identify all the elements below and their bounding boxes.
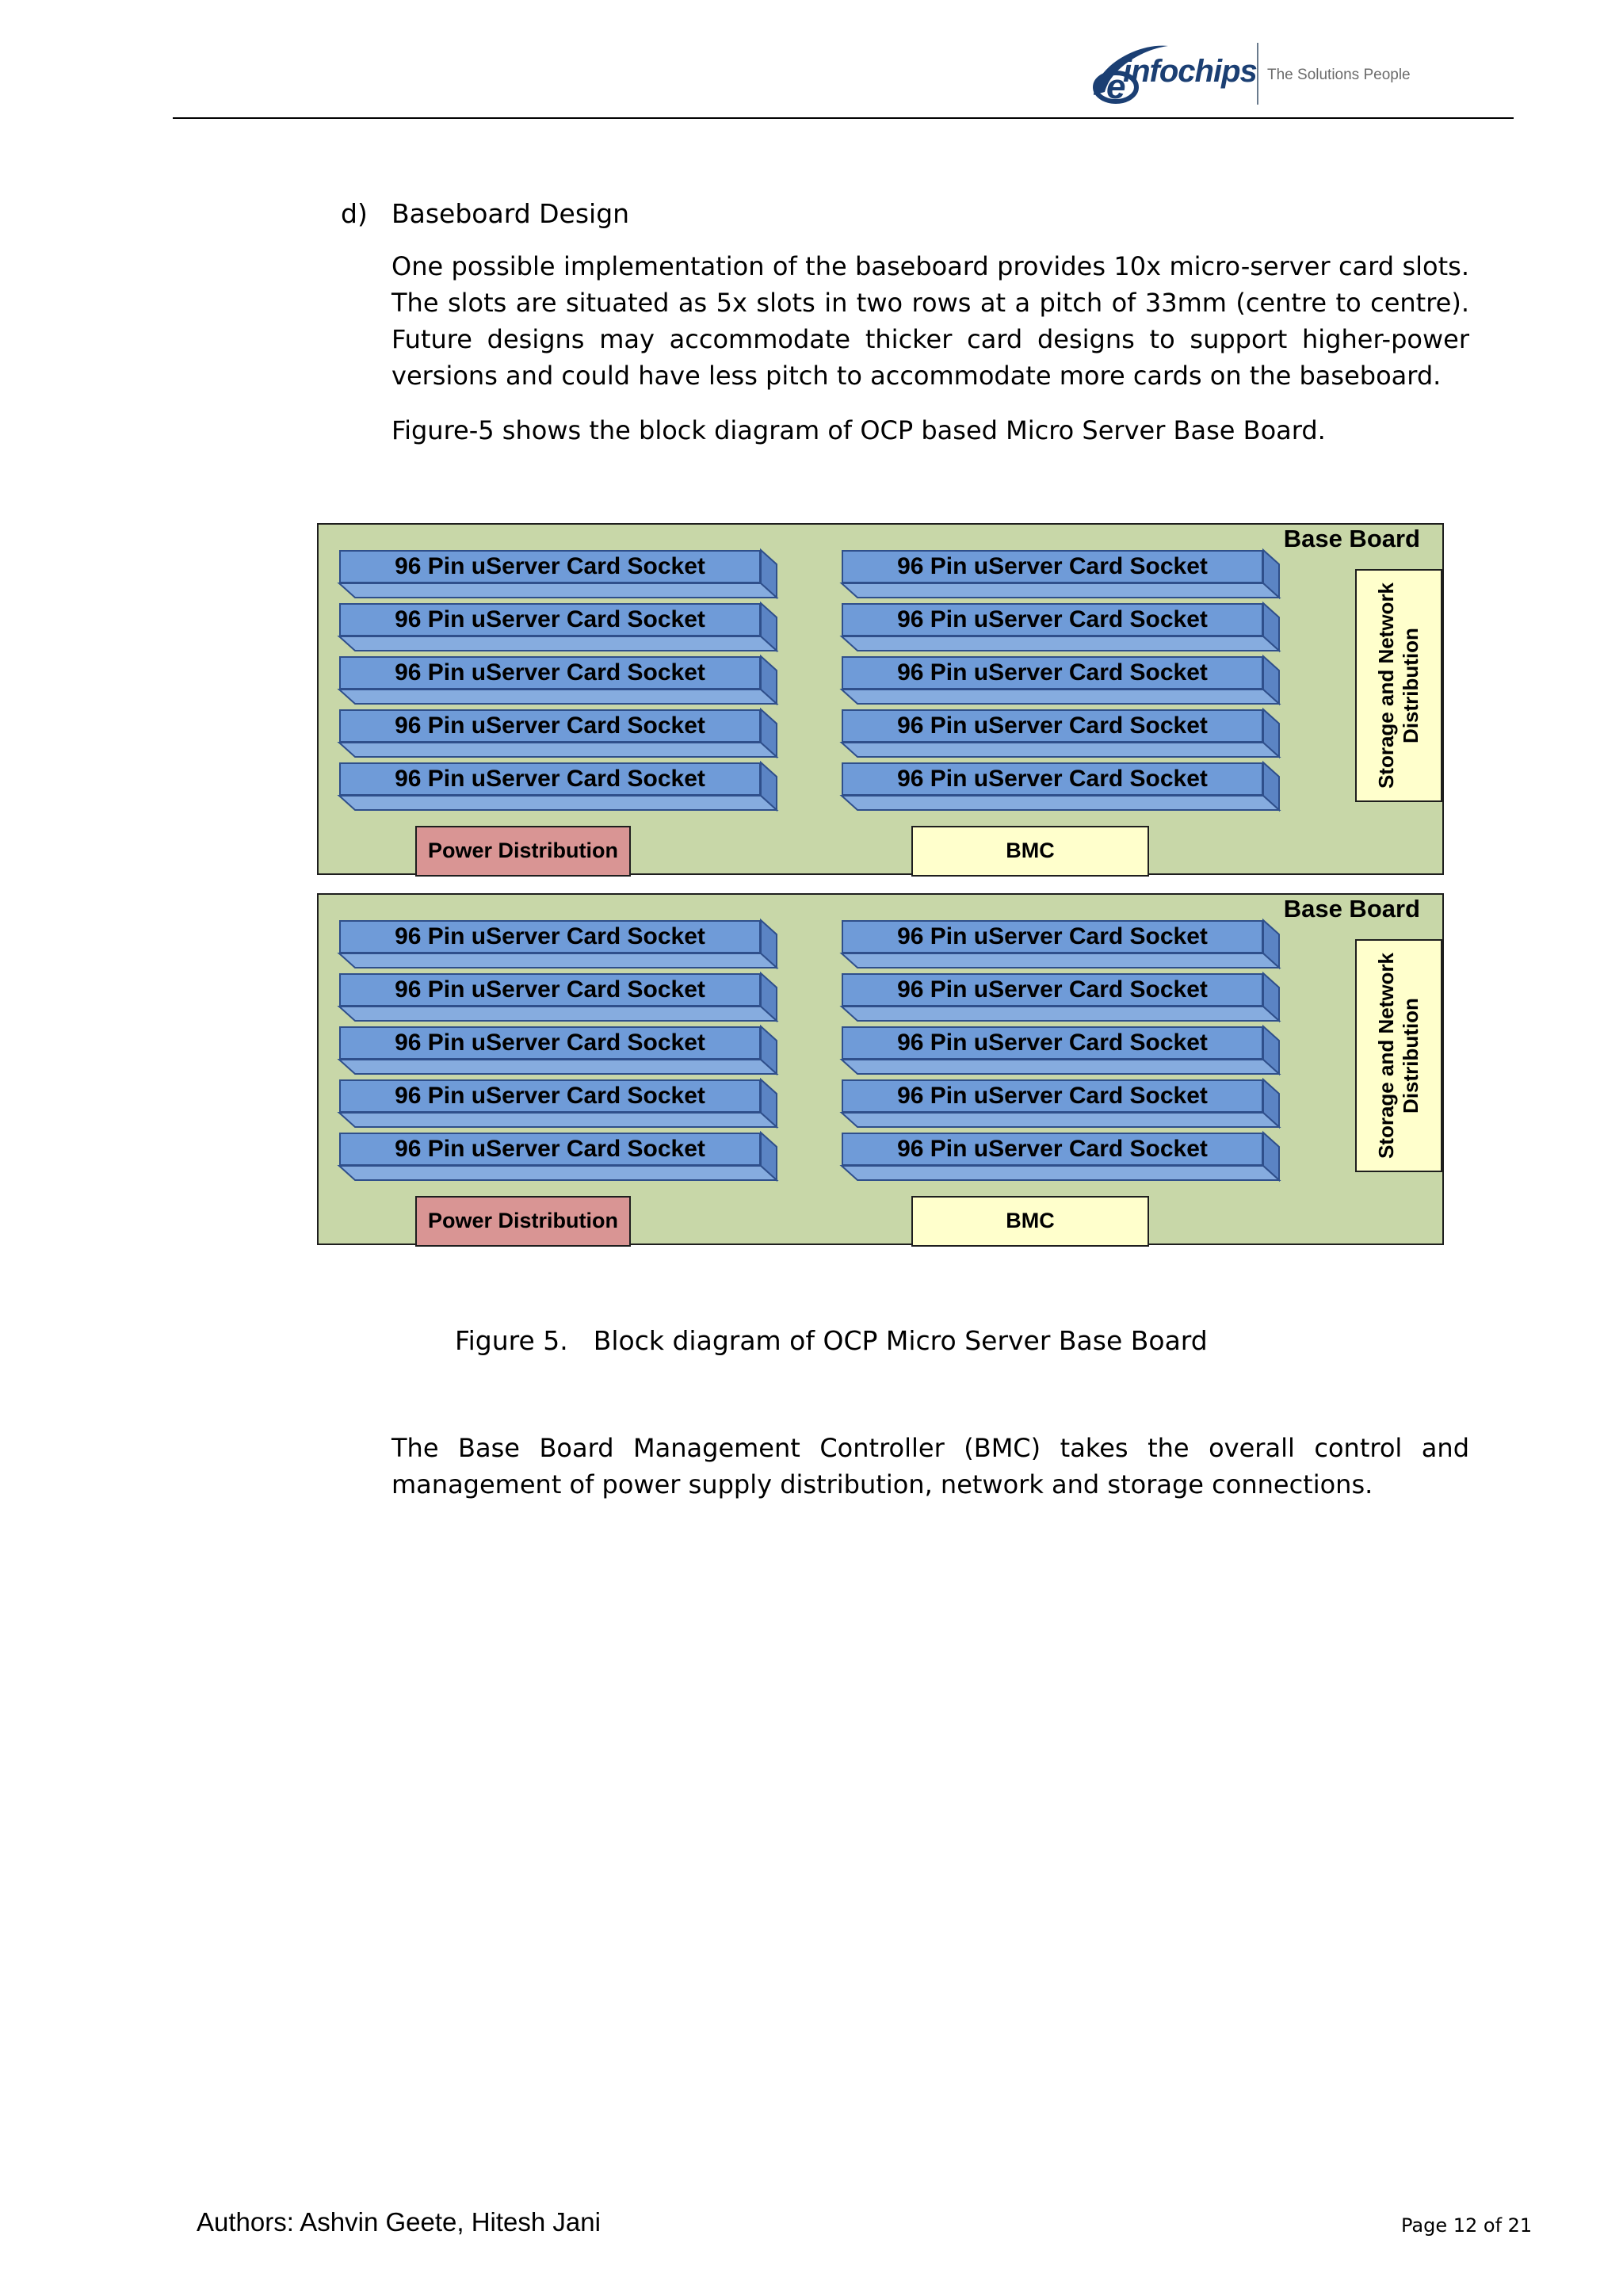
socket-card-slot xyxy=(842,1079,1263,1113)
socket-card-slot xyxy=(339,1079,761,1113)
storage-network-label xyxy=(1374,953,1423,1159)
socket-label: 96 Pin uServer Card Socket xyxy=(339,603,761,636)
section-title: Baseboard Design xyxy=(391,198,630,229)
storage-label-line: Storage and Network xyxy=(1374,582,1398,789)
paragraph-line: Future designs may accommodate thicker card designs to support higher-power xyxy=(391,324,1469,354)
socket-card-slot xyxy=(842,1133,1263,1166)
paragraph-line: versions and could have less pitch to accommodate more cards on the baseboard. xyxy=(391,361,1442,391)
socket-label: 96 Pin uServer Card Socket xyxy=(339,762,761,796)
power-distribution-block: Power Distribution xyxy=(415,826,631,877)
socket-label: 96 Pin uServer Card Socket xyxy=(842,973,1263,1007)
storage-network-block xyxy=(1355,939,1442,1172)
socket-card-slot xyxy=(842,1026,1263,1060)
socket-label: 96 Pin uServer Card Socket xyxy=(842,762,1263,796)
socket-card-slot xyxy=(339,762,761,796)
power-distribution-block: Power Distribution xyxy=(415,1196,631,1247)
storage-network-block xyxy=(1355,569,1442,802)
socket-card-slot xyxy=(842,762,1263,796)
socket-label: 96 Pin uServer Card Socket xyxy=(339,656,761,690)
footer-page-number: Page 12 of 21 xyxy=(1401,2214,1533,2237)
paragraph-baseboard-intro xyxy=(391,248,1469,394)
bmc-block: BMC xyxy=(911,1196,1149,1247)
socket-label: 96 Pin uServer Card Socket xyxy=(339,550,761,583)
socket-card-slot xyxy=(842,709,1263,743)
company-logo xyxy=(1087,36,1420,109)
bmc-block: BMC xyxy=(911,826,1149,877)
figure-number: Figure 5. xyxy=(455,1325,568,1356)
base-board-2 xyxy=(317,893,1444,1245)
paragraph-line: The slots are situated as 5x slots in two rows at a pitch of 33mm (centre to centre). xyxy=(391,288,1469,318)
storage-network-label xyxy=(1374,583,1423,789)
socket-label: 96 Pin uServer Card Socket xyxy=(842,1079,1263,1113)
socket-label: 96 Pin uServer Card Socket xyxy=(339,709,761,743)
section-label: d) xyxy=(341,198,368,229)
socket-card-slot xyxy=(842,603,1263,636)
base-board-1 xyxy=(317,523,1444,875)
socket-card-slot xyxy=(339,1133,761,1166)
socket-card-slot xyxy=(339,603,761,636)
socket-label: 96 Pin uServer Card Socket xyxy=(339,973,761,1007)
socket-label: 96 Pin uServer Card Socket xyxy=(339,1133,761,1166)
paragraph-line: management of power supply distribution, network and storage connections. xyxy=(391,1469,1373,1499)
logo-tagline: The Solutions People xyxy=(1267,67,1411,83)
socket-label: 96 Pin uServer Card Socket xyxy=(842,709,1263,743)
socket-label: 96 Pin uServer Card Socket xyxy=(842,656,1263,690)
storage-label-line: Distribution xyxy=(1399,628,1423,743)
header-rule xyxy=(173,117,1514,119)
socket-card-slot xyxy=(842,920,1263,953)
board-title: Base Board xyxy=(1283,525,1420,552)
socket-card-slot xyxy=(842,656,1263,690)
socket-label: 96 Pin uServer Card Socket xyxy=(339,920,761,953)
socket-label: 96 Pin uServer Card Socket xyxy=(842,1026,1263,1060)
socket-label: 96 Pin uServer Card Socket xyxy=(339,1079,761,1113)
socket-card-slot xyxy=(339,656,761,690)
paragraph-bmc-description xyxy=(391,1430,1469,1503)
footer-authors: Authors: Ashvin Geete, Hitesh Jani xyxy=(197,2207,601,2237)
board-title: Base Board xyxy=(1283,895,1420,923)
figure-caption xyxy=(455,1325,1208,1356)
socket-label: 96 Pin uServer Card Socket xyxy=(842,550,1263,583)
socket-label: 96 Pin uServer Card Socket xyxy=(339,1026,761,1060)
socket-card-slot xyxy=(842,550,1263,583)
storage-label-line: Distribution xyxy=(1399,998,1423,1114)
socket-card-slot xyxy=(842,973,1263,1007)
socket-label: 96 Pin uServer Card Socket xyxy=(842,1133,1263,1166)
figure-caption-text: Block diagram of OCP Micro Server Base Board xyxy=(593,1325,1208,1356)
svg-text:e: e xyxy=(1106,67,1126,106)
paragraph-line: Figure-5 shows the block diagram of OCP based Micro Server Base Board. xyxy=(391,415,1326,445)
socket-card-slot xyxy=(339,709,761,743)
socket-card-slot xyxy=(339,1026,761,1060)
paragraph-line: One possible implementation of the baseboard provides 10x micro-server card slots. xyxy=(391,251,1469,281)
storage-label-line: Storage and Network xyxy=(1374,952,1398,1159)
paragraph-figure-reference xyxy=(391,412,1469,449)
socket-card-slot xyxy=(339,920,761,953)
paragraph-line: The Base Board Management Controller (BMC) takes the overall control and xyxy=(391,1433,1469,1463)
socket-label: 96 Pin uServer Card Socket xyxy=(842,603,1263,636)
logo-wordmark: infochips xyxy=(1123,54,1257,89)
socket-card-slot xyxy=(339,550,761,583)
socket-card-slot xyxy=(339,973,761,1007)
socket-label: 96 Pin uServer Card Socket xyxy=(842,920,1263,953)
logo-divider xyxy=(1257,43,1258,105)
